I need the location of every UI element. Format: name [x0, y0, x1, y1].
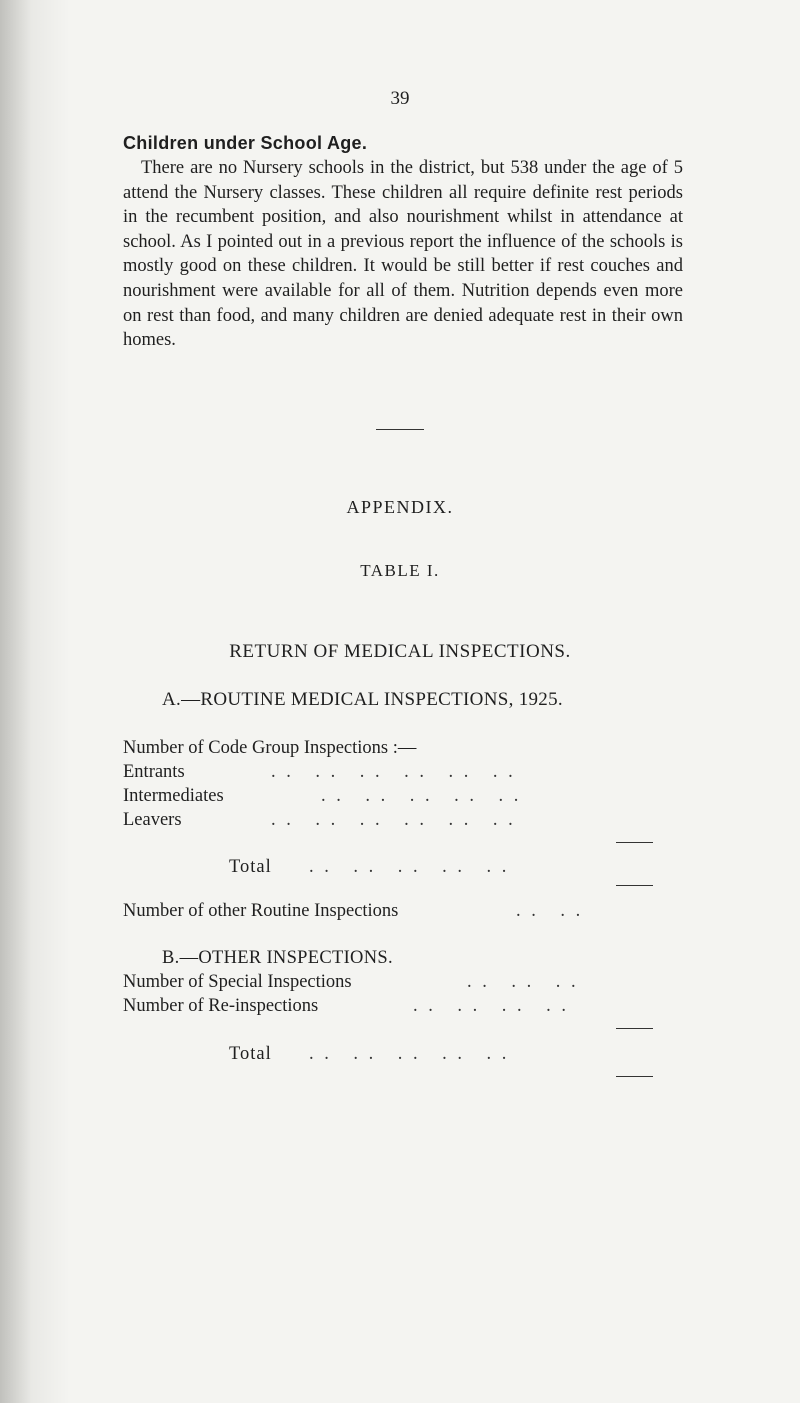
subtotal-rule [616, 1028, 653, 1029]
return-title: RETURN OF MEDICAL INSPECTIONS. [229, 641, 571, 662]
section-a-title: A.—ROUTINE MEDICAL INSPECTIONS, 1925. [162, 689, 563, 710]
page-number: 39 [390, 88, 410, 109]
leader-dots: . . . . . . . . . . . . [271, 810, 516, 830]
total-rule [616, 885, 653, 886]
row-label: Leavers [123, 810, 182, 830]
appendix-title: APPENDIX. [346, 497, 454, 517]
row-label: Number of other Routine Inspections [123, 901, 399, 921]
row-label: Number of Special Inspections [123, 972, 352, 992]
leader-dots: . . . . . . . . . . [321, 786, 522, 806]
leader-dots: . . . . . . . . [413, 996, 569, 1016]
section-heading: Children under School Age. [123, 133, 368, 153]
row-label: Number of Re-inspections [123, 996, 319, 1016]
leader-dots: . . . . . . . . . . [309, 857, 510, 877]
code-group-heading: Number of Code Group Inspections :— [123, 738, 417, 758]
total-rule [616, 1076, 653, 1077]
page-edge-shadow [0, 0, 70, 1403]
table-label: TABLE I. [360, 561, 440, 580]
leader-dots: . . . . . . [467, 972, 579, 992]
section-divider [376, 429, 424, 430]
total-label: Total [229, 1044, 272, 1064]
total-label: Total [229, 857, 272, 877]
leader-dots: . . . . [516, 901, 584, 921]
body-paragraph: There are no Nursery schools in the district, but 538 under the age of 5 attend the Nursery classes. These children all require definite rest periods in the recumbent position, and also nourishment whilst in attendance at school. As I pointed out in a previous report the influence of the schools is mostly good on these children. It would be still better if rest couches and nourishment were available for all of them. Nutrition depends even more on rest than food, and many children are denied adequate rest in their own homes. [123, 158, 683, 351]
subtotal-rule [616, 842, 653, 843]
leader-dots: . . . . . . . . . . . . [271, 762, 516, 782]
section-b-title: B.—OTHER INSPECTIONS. [162, 948, 393, 968]
row-label: Entrants [123, 762, 185, 782]
leader-dots: . . . . . . . . . . [309, 1044, 510, 1064]
row-label: Intermediates [123, 786, 224, 806]
